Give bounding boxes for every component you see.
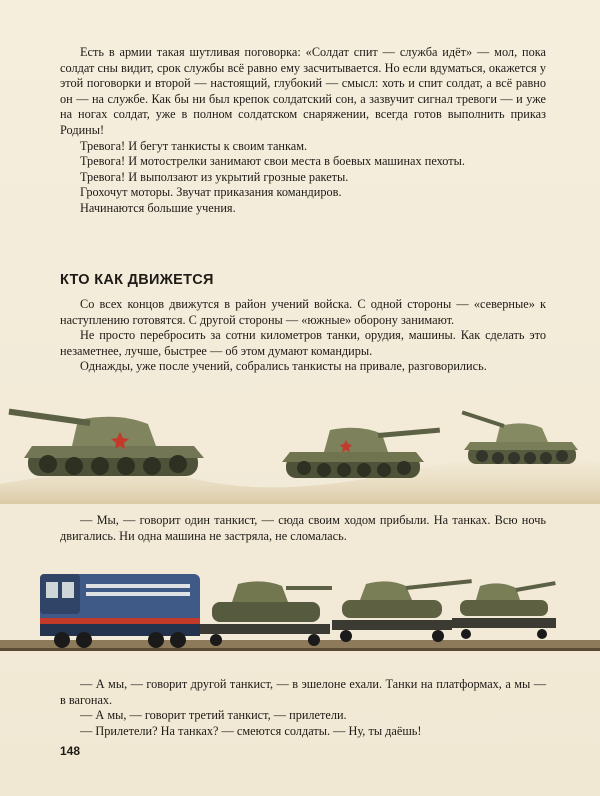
page-number: 148 (60, 744, 81, 758)
dialog-text-2 (60, 677, 546, 739)
intro-text (60, 45, 546, 217)
paragraph: Грохочут моторы. Звучат приказания командиров. (80, 185, 342, 200)
paragraph: Тревога! И бегут танкисты к своим танкам. (80, 138, 308, 153)
section-heading: КТО КАК ДВИЖЕТСЯ (60, 272, 214, 288)
paragraph: — А мы, — говорит другой танкист, — в эшелоне ехали. Танки на платформах, а мы — в вагонах. (60, 677, 546, 707)
paragraph: Со всех концов движутся в район учений войска. С одной стороны — «северные» к наступлению готовятся. С другой стороны — «южные» оборону занимают. (60, 297, 546, 327)
movement-text (60, 297, 546, 375)
paragraph: Есть в армии такая шутливая поговорка: «Солдат спит — служба идёт» — мол, пока солдат сны видит, срок службы всё равно ему засчитывается. Но если вдуматься, окажется у этой поговорки и второй — настоящий, глубокий — смысл: хоть и спит солдат, а всё равно он — на службе. Как бы ни был крепок солдатский сон, а зазвучит сигнал тревоги — и уже на ногах солдат, уже в полном солдатском снаряжении, всегда готов выполнить приказ Родины! (60, 45, 546, 137)
tanks-illustration (0, 392, 600, 504)
tank-icon (282, 428, 440, 478)
flatcar-tank-icon (332, 579, 472, 642)
train-illustration (0, 562, 600, 670)
paragraph: Однажды, уже после учений, собрались танкисты на привале, разговорились. (80, 359, 487, 374)
paragraph: — Прилетели? На танках? — смеются солдаты. — Ну, ты даёшь! (80, 723, 422, 738)
tank-icon (462, 411, 578, 464)
paragraph: Начинаются большие учения. (80, 200, 236, 215)
paragraph: — Мы, — говорит один танкист, — сюда своим ходом прибыли. На танках. Всю ночь двигались. Ни одна машина не застряла, не сломалась. (60, 513, 546, 543)
paragraph: Не просто перебросить за сотни километров танки, орудия, машины. Как сделать это незаметнее, лучше, быстрее — об этом думают командиры. (60, 328, 546, 358)
paragraph: Тревога! И выползают из укрытий грозные ракеты. (80, 169, 349, 184)
dialog-text-1 (60, 513, 546, 544)
paragraph: — А мы, — говорит третий танкист, — прилетели. (80, 708, 347, 723)
paragraph: Тревога! И мотострелки занимают свои места в боевых машинах пехоты. (80, 154, 465, 169)
flatcar-tank-icon (452, 581, 556, 639)
locomotive-icon (40, 574, 200, 648)
flatcar-tank-icon (200, 581, 332, 646)
tank-icon (9, 409, 204, 476)
